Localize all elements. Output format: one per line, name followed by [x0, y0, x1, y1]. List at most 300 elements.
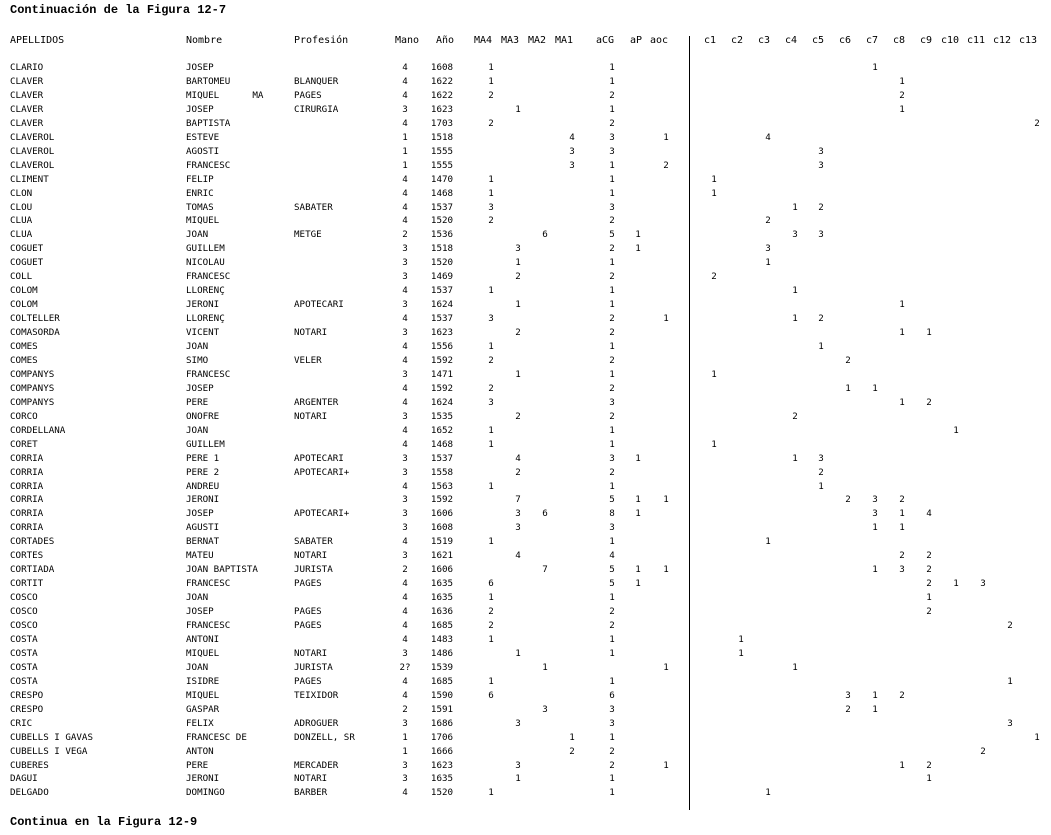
cell-acg: 5 [609, 564, 615, 576]
cell-acg: 3 [609, 145, 615, 157]
cell-apellidos: COSTA [10, 633, 38, 645]
cell-c13: 2 [1034, 117, 1040, 129]
cell-ano: 1539 [430, 661, 454, 673]
cell-ma2: 6 [542, 229, 548, 241]
cell-ano: 1519 [430, 536, 454, 548]
cell-mano: 1 [402, 131, 408, 143]
cell-acg: 3 [609, 703, 615, 715]
cell-c8: 2 [899, 89, 905, 101]
cell-aoc: 1 [663, 564, 669, 576]
cell-profesion: PAGES [294, 578, 322, 590]
cell-apellidos: CLUA [10, 229, 33, 241]
cell-mano: 3 [402, 243, 408, 255]
cell-acg: 2 [609, 382, 615, 394]
cell-ma1: 3 [569, 159, 575, 171]
cell-apellidos: COSTA [10, 661, 38, 673]
cell-acg: 2 [609, 271, 615, 283]
cell-nombre: FELIX [186, 717, 214, 729]
cell-mano: 4 [402, 438, 408, 450]
cell-mano: 3 [402, 759, 408, 771]
cell-ma3: 4 [515, 452, 521, 464]
cell-nombre: BERNAT [186, 536, 220, 548]
cell-apellidos: CLIMENT [10, 173, 49, 185]
cell-mano: 3 [402, 327, 408, 339]
cell-ano: 1685 [430, 675, 454, 687]
cell-nombre: PERE 1 [186, 452, 220, 464]
cell-c8: 1 [899, 327, 905, 339]
cell-ma4: 2 [488, 215, 494, 227]
cell-ma4: 1 [488, 62, 494, 73]
cell-profesion: NOTARI [294, 327, 328, 339]
cell-apellidos: CLAVEROL [10, 145, 55, 157]
cell-apellidos: CRESPO [10, 689, 44, 701]
cell-acg: 1 [609, 592, 615, 604]
header-ma2: MA2 [528, 35, 547, 46]
cell-ano: 1520 [430, 257, 454, 269]
cell-ano: 1622 [430, 89, 454, 101]
cell-ano: 1471 [430, 368, 454, 380]
cell-ano: 1652 [430, 424, 454, 436]
cell-c5: 3 [818, 452, 824, 464]
cell-ano: 1635 [430, 592, 454, 604]
cell-c7: 1 [872, 382, 878, 394]
cell-nombre: FRANCESC [186, 159, 231, 171]
cell-c5: 2 [818, 201, 824, 213]
cell-c10: 1 [953, 424, 959, 436]
cell-c9: 2 [926, 550, 932, 562]
cell-mano: 4 [402, 89, 408, 101]
cell-mano: 4 [402, 285, 408, 297]
cell-mano: 2 [402, 229, 408, 241]
cell-acg: 2 [609, 759, 615, 771]
cell-ma3: 1 [515, 299, 521, 311]
cell-mano: 1 [402, 145, 408, 157]
cell-apellidos: COMPANYS [10, 382, 55, 394]
cell-apellidos: CRESPO [10, 703, 44, 715]
cell-ano: 1535 [430, 410, 454, 422]
cell-c7: 3 [872, 508, 878, 520]
cell-mano: 4 [402, 341, 408, 352]
cell-nombre: FRANCESC [186, 578, 231, 590]
header-c4: c4 [785, 35, 798, 46]
cell-acg: 1 [609, 173, 615, 185]
cell-c8: 1 [899, 396, 905, 408]
cell-mano: 3 [402, 368, 408, 380]
cell-apellidos: CLAVER [10, 89, 44, 101]
cell-mano: 3 [402, 647, 408, 659]
cell-ma3: 3 [515, 717, 521, 729]
cell-mano: 3 [402, 508, 408, 520]
cell-ano: 1621 [430, 550, 454, 562]
header-acg: aCG [596, 35, 615, 46]
cell-ano: 1686 [430, 717, 454, 729]
cell-apellidos: CRIC [10, 717, 33, 729]
cell-apellidos: CUBELLS I GAVAS [10, 731, 93, 743]
cell-ano: 1469 [430, 271, 454, 283]
cell-ano: 1537 [430, 201, 454, 213]
cell-acg: 2 [609, 606, 615, 618]
cell-apellidos: CORRIA [10, 522, 44, 534]
cell-ano: 1606 [430, 564, 454, 576]
cell-ano: 1635 [430, 773, 454, 785]
cell-acg: 1 [609, 285, 615, 297]
cell-mano: 3 [402, 299, 408, 311]
cell-c6: 2 [845, 494, 851, 506]
cell-ano: 1537 [430, 285, 454, 297]
cell-mano: 4 [402, 187, 408, 199]
cell-c7: 1 [872, 522, 878, 534]
cell-ma3: 2 [515, 271, 521, 283]
cell-ma4: 1 [488, 536, 494, 548]
cell-nombre: JOAN [186, 341, 209, 352]
cell-nombre: MIQUEL [186, 647, 220, 659]
cell-apellidos: COMES [10, 354, 38, 366]
cell-nombre: ANTON [186, 745, 214, 757]
cell-nombre: VICENT [186, 327, 220, 339]
column-divider [689, 36, 690, 810]
cell-mano: 3 [402, 271, 408, 283]
cell-mano: 3 [402, 103, 408, 115]
cell-c4: 1 [792, 313, 798, 325]
cell-acg: 1 [609, 438, 615, 450]
cell-ano: 1590 [430, 689, 454, 701]
cell-profesion: APOTECARI+ [294, 466, 350, 478]
cell-profesion: APOTECARI [294, 299, 344, 311]
cell-c9: 2 [926, 606, 932, 618]
cell-ma3: 1 [515, 257, 521, 269]
cell-ma3: 1 [515, 368, 521, 380]
cell-ano: 1666 [430, 745, 454, 757]
cell-apellidos: CLOU [10, 201, 33, 213]
cell-ma4: 1 [488, 424, 494, 436]
cell-apellidos: CORTIADA [10, 564, 55, 576]
cell-c8: 1 [899, 299, 905, 311]
cell-mano: 4 [402, 592, 408, 604]
cell-mano: 1 [402, 745, 408, 757]
cell-apellidos: CORRIA [10, 508, 44, 520]
cell-ano: 1468 [430, 438, 454, 450]
cell-acg: 3 [609, 396, 615, 408]
cell-ma3: 3 [515, 243, 521, 255]
cell-ma4: 1 [488, 675, 494, 687]
cell-apellidos: COLOM [10, 285, 38, 297]
cell-apellidos: COGUET [10, 243, 44, 255]
cell-c6: 3 [845, 689, 851, 701]
cell-ma4: 3 [488, 201, 494, 213]
cell-profesion: APOTECARI [294, 452, 344, 464]
cell-ma4: 1 [488, 438, 494, 450]
cell-c5: 2 [818, 466, 824, 478]
cell-ano: 1703 [430, 117, 454, 129]
cell-ano: 1555 [430, 159, 454, 171]
cell-ano: 1636 [430, 606, 454, 618]
cell-apellidos: CORRIA [10, 466, 44, 478]
cell-c1: 1 [711, 438, 717, 450]
cell-c6: 2 [845, 354, 851, 366]
cell-ano: 1518 [430, 131, 454, 143]
cell-apellidos: CORTIT [10, 578, 44, 590]
cell-apellidos: COLL [10, 271, 33, 283]
cell-acg: 5 [609, 229, 615, 241]
cell-acg: 2 [609, 89, 615, 101]
cell-nombre: JERONI [186, 494, 220, 506]
cell-c12: 3 [1007, 717, 1013, 729]
cell-ano: 1520 [430, 787, 454, 799]
cell-mano: 4 [402, 173, 408, 185]
cell-ano: 1556 [430, 341, 454, 352]
cell-c3: 1 [765, 787, 771, 799]
cell-profesion: CIRURGIA [294, 103, 339, 115]
cell-ma4: 2 [488, 89, 494, 101]
cell-c13: 1 [1034, 731, 1040, 743]
figure-footer: Continua en la Figura 12-9 [10, 815, 198, 829]
cell-ma4: 2 [488, 354, 494, 366]
cell-mano: 4 [402, 201, 408, 213]
cell-ano: 1624 [430, 396, 454, 408]
cell-mano: 1 [402, 731, 408, 743]
cell-ma1: 4 [569, 131, 575, 143]
cell-ano: 1518 [430, 243, 454, 255]
cell-acg: 3 [609, 201, 615, 213]
header-nombre: Nombre [186, 35, 223, 46]
cell-c4: 1 [792, 452, 798, 464]
cell-c9: 4 [926, 508, 932, 520]
cell-nombre: BAPTISTA [186, 117, 231, 129]
cell-ma4: 2 [488, 606, 494, 618]
cell-profesion: JURISTA [294, 564, 333, 576]
cell-apellidos: COSTA [10, 675, 38, 687]
header-c13: c13 [1019, 35, 1038, 46]
cell-ma3: 2 [515, 410, 521, 422]
cell-acg: 1 [609, 299, 615, 311]
header-ano: Año [436, 35, 455, 46]
cell-ma2: 6 [542, 508, 548, 520]
cell-nombre: JOAN [186, 424, 209, 436]
cell-nombre: ISIDRE [186, 675, 220, 687]
cell-ma4: 1 [488, 592, 494, 604]
cell-profesion: PAGES [294, 89, 322, 101]
cell-ma2: 7 [542, 564, 548, 576]
cell-nombre: PERE 2 [186, 466, 220, 478]
cell-apellidos: CLARIO [10, 62, 44, 73]
cell-c4: 2 [792, 410, 798, 422]
header-c11: c11 [967, 35, 986, 46]
cell-mano: 4 [402, 424, 408, 436]
header-c10: c10 [941, 35, 960, 46]
header-c8: c8 [893, 35, 906, 46]
cell-apellidos: CORDELLANA [10, 424, 66, 436]
cell-acg: 1 [609, 633, 615, 645]
cell-acg: 1 [609, 731, 615, 743]
cell-profesion: ARGENTER [294, 396, 339, 408]
cell-ano: 1608 [430, 62, 454, 73]
cell-profesion: BLANQUER [294, 75, 339, 87]
cell-apellidos: COSTA [10, 647, 38, 659]
cell-mano: 4 [402, 633, 408, 645]
header-ap: aP [630, 35, 643, 46]
cell-mano: 4 [402, 536, 408, 548]
cell-c8: 1 [899, 522, 905, 534]
cell-mano: 1 [402, 159, 408, 171]
cell-ap: 1 [635, 508, 641, 520]
cell-acg: 2 [609, 313, 615, 325]
cell-c7: 3 [872, 494, 878, 506]
cell-ano: 1486 [430, 647, 454, 659]
cell-ma3: 4 [515, 550, 521, 562]
cell-aoc: 1 [663, 131, 669, 143]
cell-ma4: 1 [488, 633, 494, 645]
cell-acg: 3 [609, 131, 615, 143]
cell-ma3: 7 [515, 494, 521, 506]
cell-ano: 1536 [430, 229, 454, 241]
figure-title: Continuación de la Figura 12-7 [10, 3, 227, 17]
cell-ano: 1592 [430, 382, 454, 394]
cell-acg: 2 [609, 117, 615, 129]
cell-acg: 4 [609, 550, 615, 562]
cell-c3: 3 [765, 243, 771, 255]
cell-acg: 1 [609, 773, 615, 785]
cell-profesion: NOTARI [294, 550, 328, 562]
cell-acg: 5 [609, 494, 615, 506]
cell-profesion: TEIXIDOR [294, 689, 339, 701]
cell-nombre: ANDREU [186, 480, 220, 492]
cell-c1: 1 [711, 173, 717, 185]
header-ma4: MA4 [474, 35, 493, 46]
cell-acg: 3 [609, 717, 615, 729]
cell-ma4: 1 [488, 187, 494, 199]
cell-acg: 1 [609, 257, 615, 269]
cell-ano: 1591 [430, 703, 454, 715]
cell-nombre: MIQUEL [186, 215, 220, 227]
cell-nombre: GASPAR [186, 703, 220, 715]
cell-acg: 1 [609, 368, 615, 380]
cell-ma4: 1 [488, 285, 494, 297]
cell-nombre: GUILLEM [186, 438, 225, 450]
cell-ap: 1 [635, 243, 641, 255]
cell-ano: 1537 [430, 313, 454, 325]
cell-mano: 3 [402, 522, 408, 534]
cell-nombre: JOSEP [186, 508, 214, 520]
cell-nombre: MATEU [186, 550, 214, 562]
cell-apellidos: COSCO [10, 606, 38, 618]
cell-profesion: VELER [294, 354, 322, 366]
cell-ano: 1555 [430, 145, 454, 157]
cell-mano: 4 [402, 75, 408, 87]
cell-ano: 1558 [430, 466, 454, 478]
cell-acg: 1 [609, 480, 615, 492]
cell-c7: 1 [872, 689, 878, 701]
cell-ano: 1563 [430, 480, 454, 492]
cell-nombre: JOSEP [186, 103, 214, 115]
cell-nombre: FRANCESC [186, 271, 231, 283]
cell-mano: 4 [402, 62, 408, 73]
cell-c9: 1 [926, 592, 932, 604]
cell-apellidos: CORRIA [10, 494, 44, 506]
header-c7: c7 [866, 35, 879, 46]
cell-c9: 1 [926, 773, 932, 785]
cell-mano: 3 [402, 717, 408, 729]
cell-nombre: BARTOMEU [186, 75, 231, 87]
cell-profesion: ADROGUER [294, 717, 339, 729]
cell-apellidos: CORTES [10, 550, 44, 562]
cell-c9: 2 [926, 564, 932, 576]
cell-c6: 2 [845, 703, 851, 715]
cell-ano: 1624 [430, 299, 454, 311]
cell-profesion: NOTARI [294, 410, 328, 422]
cell-mano: 3 [402, 452, 408, 464]
cell-c7: 1 [872, 62, 878, 73]
cell-nombre: AGUSTI [186, 522, 220, 534]
cell-ano: 1635 [430, 578, 454, 590]
cell-ano: 1592 [430, 354, 454, 366]
cell-ap: 1 [635, 578, 641, 590]
cell-nombre: JOAN [186, 661, 209, 673]
cell-acg: 1 [609, 787, 615, 799]
cell-acg: 1 [609, 187, 615, 199]
cell-nombre: TOMAS [186, 201, 214, 213]
cell-ma2: 3 [542, 703, 548, 715]
cell-ano: 1520 [430, 215, 454, 227]
cell-ano: 1537 [430, 452, 454, 464]
cell-apellidos: CLAVER [10, 75, 44, 87]
cell-mano: 3 [402, 257, 408, 269]
cell-ano: 1685 [430, 620, 454, 631]
cell-mano: 4 [402, 480, 408, 492]
cell-ano: 1468 [430, 187, 454, 199]
cell-c1: 2 [711, 271, 717, 283]
cell-mano: 4 [402, 606, 408, 618]
cell-ma4: 6 [488, 689, 494, 701]
cell-apellidos: CORRIA [10, 452, 44, 464]
cell-acg: 3 [609, 452, 615, 464]
cell-apellidos: CORCO [10, 410, 38, 422]
header-c12: c12 [993, 35, 1012, 46]
cell-nombre: MIQUEL [186, 689, 220, 701]
cell-nombre: FELIP [186, 173, 214, 185]
cell-ma4: 6 [488, 578, 494, 590]
cell-ano: 1623 [430, 759, 454, 771]
cell-apellidos: COMPANYS [10, 368, 55, 380]
cell-ma1: 2 [569, 745, 575, 757]
cell-c9: 2 [926, 759, 932, 771]
cell-acg: 1 [609, 159, 615, 171]
cell-nombre: LLORENÇ [186, 285, 225, 297]
cell-ap: 1 [635, 229, 641, 241]
cell-c9: 2 [926, 396, 932, 408]
cell-apellidos: COSCO [10, 620, 38, 631]
cell-profesion: PAGES [294, 620, 322, 631]
cell-mano: 4 [402, 396, 408, 408]
cell-acg: 1 [609, 103, 615, 115]
cell-c12: 2 [1007, 620, 1013, 631]
cell-c11: 3 [980, 578, 986, 590]
cell-aoc: 1 [663, 494, 669, 506]
cell-ma4: 1 [488, 173, 494, 185]
cell-nombre: FRANCESC [186, 368, 231, 380]
cell-ma4: 2 [488, 117, 494, 129]
cell-apellidos: DAGUI [10, 773, 38, 785]
cell-c3: 4 [765, 131, 771, 143]
header-apellidos: APELLIDOS [10, 35, 65, 46]
cell-ano: 1470 [430, 173, 454, 185]
header-c6: c6 [839, 35, 852, 46]
header-profesion: Profesión [294, 35, 349, 46]
cell-mano: 4 [402, 117, 408, 129]
cell-apellidos: CLAVEROL [10, 159, 55, 171]
cell-c9: 2 [926, 578, 932, 590]
cell-mano: 4 [402, 382, 408, 394]
cell-mano: 3 [402, 773, 408, 785]
